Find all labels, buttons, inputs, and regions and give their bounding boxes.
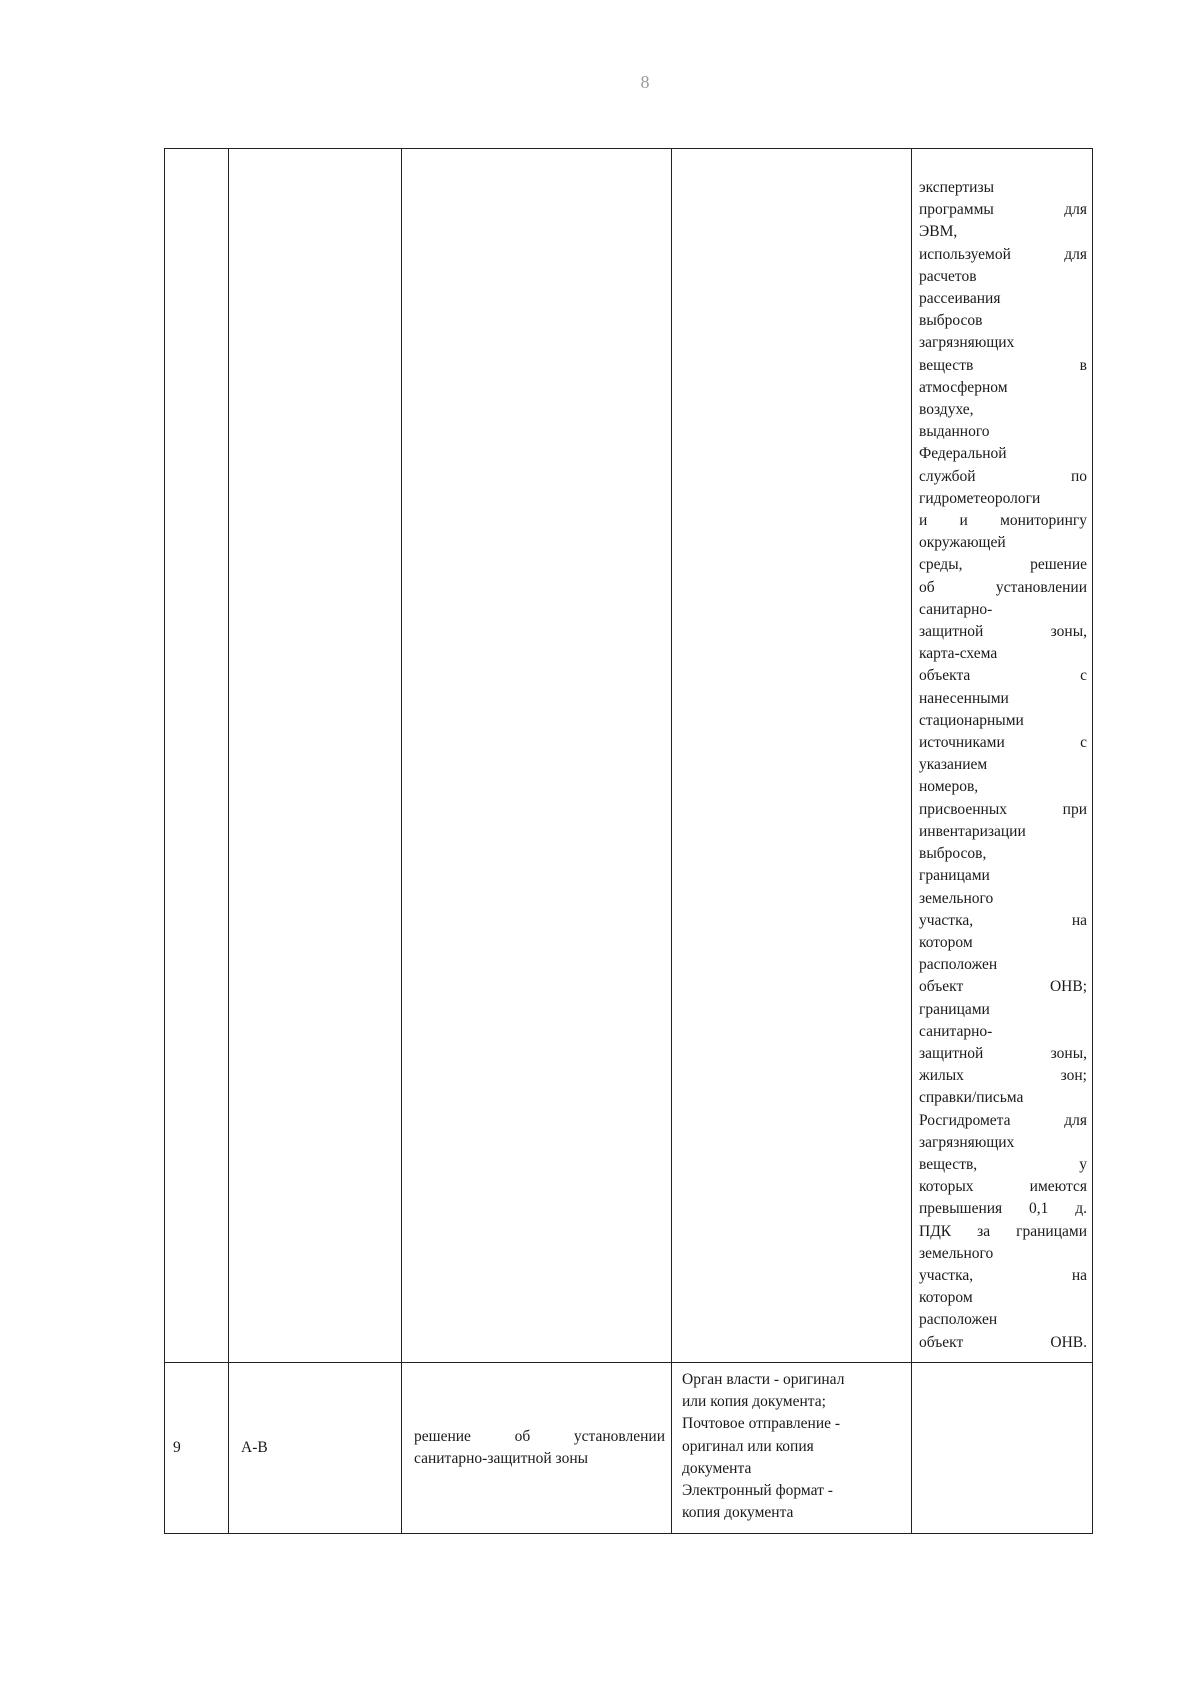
notes-line: загрязняющих [919,334,1015,352]
notes-line: ПДК за границами [919,1222,1087,1240]
cell-row-form [672,1363,912,1534]
notes-line: веществ в [919,356,1087,374]
form-line: или копия документа; [682,1393,826,1411]
notes-line: воздухе, [919,401,974,419]
notes-line: участка, на [919,1266,1087,1284]
notes-line: стационарными [919,711,1024,729]
document-table [164,148,1093,1534]
notes-line: участка, на [919,911,1087,929]
notes-line: карта-схема [919,645,998,663]
notes-line: гидрометеорологи [919,489,1041,507]
notes-line: ЭВМ, [919,223,958,241]
notes-line: котором [919,1289,973,1307]
notes-line: объект ОНВ. [919,1333,1087,1351]
notes-line: Росгидромета для [919,1111,1087,1129]
row-number: 9 [173,1438,181,1456]
notes-line: защитной зоны, [919,1044,1087,1062]
notes-line: выбросов [919,312,983,330]
cell-number-empty [165,149,229,1363]
notes-line: присвоенных при [919,800,1087,818]
notes-line: инвентаризации [919,822,1026,840]
notes-line: справки/письма [919,1089,1024,1107]
notes-line: земельного [919,1244,994,1262]
form-line: Орган власти - оригинал [682,1371,845,1388]
form-line: оригинал или копия [682,1437,814,1455]
notes-line: указанием [919,756,988,774]
cell-notes [912,149,1093,1363]
notes-line: которых имеются [919,1178,1087,1196]
submission-form [672,1363,911,1524]
notes-line: защитной зоны, [919,623,1087,641]
page-number: 8 [640,72,650,92]
cell-row-number [165,1363,229,1534]
notes-line: службой по [919,467,1087,485]
notes-line: нанесенными [919,689,1009,707]
notes-line: жилых зон; [919,1067,1087,1085]
row-code: А-В [241,1438,268,1456]
notes-line: превышения 0,1 д. [919,1200,1087,1218]
cell-row-code [229,1363,402,1534]
cell-code-empty [229,149,402,1363]
notes-line: окружающей [919,534,1006,552]
document-name-line-1: решение об установлении [414,1427,665,1445]
notes-line: котором [919,933,973,951]
notes-line: Федеральной [919,445,1007,463]
notes-line: объект ОНВ; [919,978,1087,996]
notes-line: земельного [919,889,994,907]
document-name-line-2: санитарно-защитной зоны [414,1450,589,1467]
form-line: копия документа [682,1504,794,1522]
notes-line: загрязняющих [919,1133,1015,1151]
notes-line: номеров, [919,778,979,796]
notes-line: атмосферном [919,378,1008,396]
document-name [402,1426,671,1470]
notes-line: среды, решение [919,556,1087,574]
cell-row-document [402,1363,672,1534]
notes-line: программы для [919,201,1087,219]
form-line: Электронный формат - [682,1482,833,1500]
form-line: документа [682,1459,752,1477]
cell-form-empty [672,149,912,1363]
notes-line: санитарно- [919,600,993,618]
notes-text [912,149,1092,1354]
notes-line: выданного [919,423,990,441]
notes-line: санитарно- [919,1022,993,1040]
notes-line: границами [919,1000,990,1018]
notes-line: границами [919,867,990,885]
notes-line: веществ, у [919,1155,1087,1173]
table-row-9 [165,1363,1093,1534]
notes-line: объекта с [919,667,1087,685]
notes-line: источниками с [919,734,1087,752]
table-row-continuation [165,149,1093,1363]
notes-line: расположен [919,956,998,974]
notes-line: расположен [919,1311,998,1329]
cell-document-empty [402,149,672,1363]
notes-line: рассеивания [919,290,1001,308]
notes-line: об установлении [919,578,1087,596]
notes-line: и и мониторингу [919,512,1087,530]
cell-row-notes-empty [912,1363,1093,1534]
notes-line: выбросов, [919,845,987,863]
notes-line: расчетов [919,267,977,285]
notes-line: экспертизы [919,179,995,196]
notes-line: используемой для [919,245,1087,263]
form-line: Почтовое отправление - [682,1415,841,1433]
